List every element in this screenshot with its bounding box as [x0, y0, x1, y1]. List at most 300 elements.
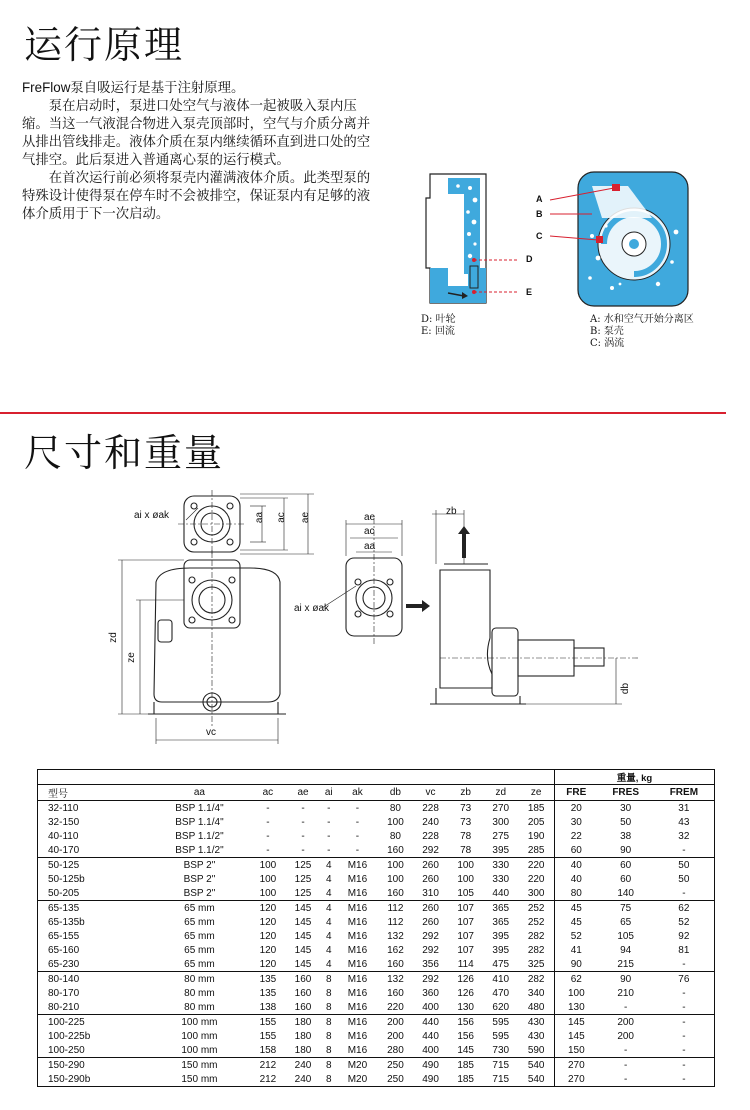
table-row — [38, 829, 715, 843]
table-cell: 65-135b — [48, 916, 85, 928]
table-cell: 120 — [259, 930, 277, 942]
column-header: zd — [483, 785, 518, 801]
table-cell: 540 — [527, 1073, 545, 1085]
table-row — [38, 929, 715, 943]
table-cell: BSP 2" — [149, 886, 251, 901]
table-cell: 270 — [492, 802, 510, 814]
table-cell: 50 — [620, 816, 632, 828]
table-cell: 145 — [294, 930, 312, 942]
dim-ae-mid: ae — [364, 512, 376, 523]
table-cell: - — [682, 1016, 686, 1028]
table-row — [38, 1000, 715, 1015]
table-cell: 4 — [325, 930, 332, 942]
table-cell: 90 — [598, 843, 654, 858]
table-cell: 300 — [492, 816, 510, 828]
label-e: E — [526, 287, 533, 297]
table-cell: 228 — [422, 830, 439, 842]
table-cell: 132 — [387, 973, 404, 985]
dim-zb: zb — [446, 506, 457, 517]
table-cell: 160 — [285, 1000, 320, 1015]
column-header: FRES — [598, 785, 654, 801]
table-cell: - — [654, 843, 715, 858]
table-cell: M16 — [347, 973, 368, 985]
dim-ai-x-oak-mid: ai x øak — [294, 603, 330, 614]
table-row — [38, 872, 715, 886]
table-cell: 220 — [378, 1000, 413, 1015]
table-cell: 32 — [678, 830, 690, 842]
table-cell: 80 mm — [184, 973, 215, 985]
table-cell: - — [327, 802, 331, 814]
table-cell: 180 — [294, 1016, 312, 1028]
table-cell: - — [598, 1043, 654, 1058]
table-cell: 540 — [527, 1059, 545, 1071]
dim-ae-top: ae — [300, 511, 312, 524]
table-cell: M16 — [337, 886, 378, 901]
table-cell: 125 — [294, 859, 312, 871]
table-cell: 50-125 — [48, 859, 80, 871]
table-cell: M16 — [337, 1000, 378, 1015]
table-cell: 100 — [387, 873, 404, 885]
dim-ac-top: ac — [275, 512, 287, 523]
table-cell: 50-125b — [48, 873, 85, 885]
legend-item: B: 泵壳 — [590, 326, 624, 337]
table-cell: - — [266, 816, 270, 828]
table-cell: 50-205 — [38, 886, 149, 901]
table-cell: 112 — [387, 916, 404, 928]
table-cell: 292 — [422, 944, 439, 956]
table-cell: 90 — [554, 957, 597, 972]
table-cell: 100 mm — [181, 1016, 218, 1028]
table-cell: 158 — [250, 1043, 285, 1058]
table-row — [38, 858, 715, 873]
table-cell: M16 — [347, 916, 368, 928]
table-cell: 595 — [492, 1016, 510, 1028]
legend-right — [590, 314, 694, 350]
table-cell: 52 — [554, 929, 597, 943]
table-cell: - — [682, 1073, 686, 1085]
legend-item: A: 水和空气开始分离区 — [590, 314, 694, 325]
table-cell: M20 — [347, 1073, 368, 1085]
table-row — [38, 801, 715, 816]
dim-aa-mid: aa — [364, 541, 376, 552]
table-cell: 252 — [527, 916, 545, 928]
dimensions-table-container — [37, 769, 715, 1087]
table-cell: 240 — [294, 1073, 312, 1085]
table-cell: 125 — [294, 873, 312, 885]
table-cell: M16 — [347, 859, 368, 871]
table-cell: 73 — [460, 802, 472, 814]
table-cell: 220 — [527, 873, 545, 885]
table-cell: 80 mm — [149, 1000, 251, 1015]
table-cell: 20 — [554, 801, 597, 816]
table-cell: M16 — [337, 1043, 378, 1058]
table-cell: 32-110 — [48, 802, 79, 814]
table-cell: 330 — [492, 873, 510, 885]
table-cell: 400 — [413, 1043, 448, 1058]
legend-item: C: 涡流 — [590, 338, 625, 349]
column-header: db — [378, 785, 413, 801]
table-cell: 105 — [448, 886, 483, 901]
table-cell: 240 — [422, 816, 439, 828]
table-cell: 150 mm — [181, 1059, 218, 1071]
table-cell: 138 — [250, 1000, 285, 1015]
table-cell: M16 — [347, 930, 368, 942]
table-cell: 4 — [325, 859, 332, 871]
table-cell: 250 — [387, 1073, 404, 1085]
table-cell: 395 — [492, 944, 510, 956]
table-cell: 45 — [554, 915, 597, 929]
table-cell: 475 — [483, 957, 518, 972]
table-cell: 94 — [620, 944, 632, 956]
table-cell: 410 — [492, 973, 510, 985]
table-cell: 107 — [457, 916, 474, 928]
column-header: FREM — [654, 785, 715, 801]
table-cell: 120 — [259, 944, 277, 956]
legend-left — [421, 314, 456, 338]
table-cell: 80 — [554, 886, 597, 901]
table-row — [38, 915, 715, 929]
table-cell: - — [301, 830, 305, 842]
table-cell: 78 — [460, 830, 472, 842]
table-cell: 65-155 — [48, 930, 80, 942]
table-cell: 105 — [617, 930, 634, 942]
table-cell: - — [654, 886, 715, 901]
table-cell: - — [327, 816, 331, 828]
table-cell: BSP 1.1/4" — [175, 802, 224, 814]
table-cell: 100 — [387, 859, 404, 871]
table-cell: 65 mm — [184, 902, 215, 914]
table-cell: 31 — [678, 802, 690, 814]
table-cell: 280 — [378, 1043, 413, 1058]
table-cell: - — [682, 987, 686, 999]
table-cell: - — [654, 1000, 715, 1015]
table-cell: - — [654, 957, 715, 972]
table-cell: 430 — [527, 1016, 545, 1028]
table-cell: 160 — [378, 957, 413, 972]
table-cell: 330 — [492, 859, 510, 871]
table-cell: 156 — [457, 1016, 474, 1028]
table-cell: 180 — [285, 1043, 320, 1058]
legend-item: D: 叶轮 — [421, 314, 456, 325]
table-cell: 730 — [483, 1043, 518, 1058]
table-cell: 160 — [387, 987, 404, 999]
section-divider — [0, 412, 726, 414]
table-cell: 8 — [325, 987, 332, 999]
table-cell: - — [682, 1059, 686, 1071]
table-cell: 90 — [620, 973, 632, 985]
table-cell: 162 — [387, 944, 404, 956]
table-cell: 126 — [457, 973, 474, 985]
table-cell: 200 — [617, 1030, 634, 1042]
table-cell: 252 — [527, 902, 545, 914]
table-row — [38, 1058, 715, 1073]
table-cell: 130 — [554, 1000, 597, 1015]
table-cell: 590 — [518, 1043, 554, 1058]
table-cell: 41 — [554, 943, 597, 957]
table-cell: 125 — [285, 886, 320, 901]
column-header: ak — [337, 785, 378, 801]
dim-db: db — [620, 682, 632, 695]
table-cell: 76 — [678, 973, 690, 985]
table-cell: 43 — [678, 816, 690, 828]
table-cell: 60 — [620, 859, 632, 871]
table-header-row — [38, 785, 715, 801]
table-cell: 395 — [492, 930, 510, 942]
column-header: zb — [448, 785, 483, 801]
table-cell: BSP 1.1/2" — [175, 830, 224, 842]
table-cell: 4 — [325, 944, 332, 956]
table-cell: 480 — [518, 1000, 554, 1015]
table-cell: 135 — [259, 987, 277, 999]
table-cell: 145 — [285, 957, 320, 972]
table-row — [38, 1043, 715, 1058]
table-cell: 65-230 — [38, 957, 149, 972]
table-cell: 100-225b — [48, 1030, 91, 1042]
table-cell: 145 — [294, 902, 312, 914]
table-cell: 260 — [422, 902, 439, 914]
dim-vc: vc — [206, 727, 216, 738]
table-cell: 114 — [448, 957, 483, 972]
table-cell: 210 — [617, 987, 634, 999]
table-cell: 100 — [457, 873, 474, 885]
table-cell: 100 mm — [181, 1030, 218, 1042]
table-cell: - — [337, 843, 378, 858]
table-cell: 160 — [294, 987, 312, 999]
table-cell: 80-210 — [38, 1000, 149, 1015]
table-cell: 8 — [325, 1030, 332, 1042]
column-header: FRE — [554, 785, 597, 801]
table-cell: 356 — [413, 957, 448, 972]
table-cell: 440 — [422, 1030, 439, 1042]
table-row — [38, 1015, 715, 1030]
table-cell: 145 — [554, 1029, 597, 1043]
table-cell: 65 — [620, 916, 632, 928]
table-cell: 282 — [527, 973, 545, 985]
table-cell: 260 — [422, 873, 439, 885]
table-cell: 8 — [325, 973, 332, 985]
dim-aa-top: aa — [254, 511, 266, 524]
table-cell: 40-170 — [38, 843, 149, 858]
table-cell: 30 — [554, 815, 597, 829]
table-cell: 145 — [448, 1043, 483, 1058]
table-cell: - — [250, 843, 285, 858]
label-d: D — [526, 254, 533, 264]
paragraph-1 — [22, 79, 372, 98]
table-cell: 185 — [527, 802, 545, 814]
table-cell: 156 — [457, 1030, 474, 1042]
table-cell: 107 — [457, 930, 474, 942]
table-cell: 430 — [527, 1030, 545, 1042]
table-cell: BSP 1.1/4" — [175, 816, 224, 828]
table-cell: 490 — [422, 1059, 439, 1071]
table-cell: 715 — [492, 1059, 510, 1071]
table-cell: 80-170 — [48, 987, 80, 999]
table-cell: 65 mm — [149, 957, 251, 972]
column-header: 型号 — [38, 785, 149, 801]
column-header: aa — [149, 785, 251, 801]
table-cell: 440 — [422, 1016, 439, 1028]
table-cell: 40 — [554, 872, 597, 886]
table-cell: 365 — [492, 916, 510, 928]
table-row — [38, 815, 715, 829]
table-cell: 60 — [620, 873, 632, 885]
table-cell: 80-140 — [48, 973, 80, 985]
table-cell: 150 mm — [181, 1073, 218, 1085]
table-cell: 62 — [678, 902, 690, 914]
section-title-operation: 运行原理 — [24, 23, 185, 67]
column-header: ze — [518, 785, 554, 801]
table-cell: 220 — [527, 859, 545, 871]
table-cell: 185 — [457, 1059, 474, 1071]
table-cell: - — [598, 1000, 654, 1015]
column-header: ae — [285, 785, 320, 801]
table-cell: 155 — [259, 1030, 277, 1042]
table-row — [38, 972, 715, 987]
table-cell: M16 — [347, 902, 368, 914]
table-cell: 52 — [678, 916, 690, 928]
table-row — [38, 901, 715, 916]
operation-description — [22, 79, 372, 224]
paragraph-2: 在首次运行前必须将泵壳内灌满液体介质。此类型泵的特殊设计使得泵在停车时不会被排空，保证泵内有足够的液体介质用于下一次启动。 — [22, 171, 371, 222]
table-cell: - — [623, 1059, 628, 1071]
table-cell: - — [266, 802, 270, 814]
table-cell: 150 — [554, 1043, 597, 1058]
table-cell: 38 — [620, 830, 632, 842]
table-cell: 62 — [554, 972, 597, 987]
dimension-drawing — [100, 488, 680, 754]
table-cell: 100-225 — [48, 1016, 85, 1028]
table-cell: 270 — [554, 1058, 597, 1073]
brand-name: FreFlow — [22, 80, 71, 95]
table-cell: - — [355, 816, 360, 828]
table-cell: M16 — [347, 1030, 368, 1042]
table-row — [38, 1029, 715, 1043]
table-row — [38, 886, 715, 901]
column-header: vc — [413, 785, 448, 801]
table-cell: 395 — [483, 843, 518, 858]
table-cell: 212 — [259, 1059, 277, 1071]
dim-zd: zd — [107, 632, 119, 643]
table-cell: 30 — [620, 802, 632, 814]
table-cell: 107 — [457, 902, 474, 914]
legend-item: E: 回流 — [421, 326, 455, 337]
table-cell: 270 — [554, 1072, 597, 1087]
table-cell: 100 — [554, 986, 597, 1000]
table-row — [38, 957, 715, 972]
table-cell: 275 — [492, 830, 510, 842]
table-cell: 292 — [413, 843, 448, 858]
table-cell: 4 — [321, 886, 337, 901]
table-cell: 292 — [422, 973, 439, 985]
table-cell: - — [327, 830, 331, 842]
table-cell: 120 — [259, 916, 277, 928]
table-cell: 4 — [325, 916, 332, 928]
table-cell: 92 — [678, 930, 690, 942]
table-cell: 8 — [325, 1016, 332, 1028]
label-a: A — [536, 194, 543, 204]
table-cell: 340 — [527, 987, 545, 999]
table-cell: 365 — [492, 902, 510, 914]
table-cell: 300 — [518, 886, 554, 901]
table-cell: 40 — [554, 858, 597, 873]
table-cell: M16 — [347, 987, 368, 999]
weight-header: 重量, kg — [554, 770, 714, 785]
label-b: B — [536, 209, 543, 219]
table-cell: 60 — [554, 843, 597, 858]
table-cell: 78 — [448, 843, 483, 858]
section-title-dimensions: 尺寸和重量 — [24, 431, 225, 475]
table-cell: 250 — [387, 1059, 404, 1071]
table-cell: 715 — [492, 1073, 510, 1085]
table-cell: 185 — [457, 1073, 474, 1085]
label-c: C — [536, 231, 543, 241]
table-cell: 190 — [527, 830, 545, 842]
dim-ai-x-oak-top: ai x øak — [134, 510, 170, 521]
table-cell: 100-250 — [38, 1043, 149, 1058]
table-cell: 40-110 — [48, 830, 79, 842]
table-cell: 145 — [294, 916, 312, 928]
table-cell: 228 — [422, 802, 439, 814]
table-cell: 440 — [483, 886, 518, 901]
table-cell: 160 — [378, 886, 413, 901]
table-cell: M16 — [337, 957, 378, 972]
table-cell: - — [654, 1043, 715, 1058]
table-cell: 120 — [250, 957, 285, 972]
table-cell: 65-135 — [48, 902, 80, 914]
table-cell: 100 — [259, 859, 277, 871]
table-cell: BSP 1.1/2" — [149, 843, 251, 858]
table-cell: 120 — [259, 902, 277, 914]
dimensions-table — [37, 769, 715, 1087]
dim-ac-mid: ac — [364, 526, 375, 537]
table-cell: 240 — [294, 1059, 312, 1071]
table-cell: 100 — [259, 873, 277, 885]
table-cell: 65-160 — [48, 944, 80, 956]
table-cell: - — [301, 816, 305, 828]
table-cell: 22 — [554, 829, 597, 843]
table-cell: 150-290 — [48, 1059, 85, 1071]
table-cell: BSP 2" — [183, 859, 216, 871]
table-row — [38, 986, 715, 1000]
column-header: ai — [321, 785, 337, 801]
table-cell: 100 mm — [149, 1043, 251, 1058]
table-cell: 73 — [460, 816, 472, 828]
table-cell: 50 — [678, 859, 690, 871]
table-cell: 8 — [325, 1073, 332, 1085]
table-cell: 282 — [527, 944, 545, 956]
table-cell: - — [355, 802, 360, 814]
table-cell: 400 — [413, 1000, 448, 1015]
table-cell: 620 — [483, 1000, 518, 1015]
table-cell: 150-290b — [48, 1073, 91, 1085]
table-cell: 205 — [527, 816, 545, 828]
table-cell: 282 — [527, 930, 545, 942]
table-cell: 8 — [325, 1059, 332, 1071]
table-cell: 145 — [554, 1015, 597, 1030]
table-cell: 45 — [554, 901, 597, 916]
table-cell: 4 — [325, 873, 332, 885]
table-cell: 360 — [422, 987, 439, 999]
table-cell: 200 — [387, 1016, 404, 1028]
table-cell: 285 — [518, 843, 554, 858]
table-cell: 160 — [294, 973, 312, 985]
table-cell: - — [301, 802, 305, 814]
paragraph-1-lead: 泵自吸运行是基于注射原理。 — [70, 81, 245, 96]
table-cell: 155 — [259, 1016, 277, 1028]
table-cell: 80 — [389, 830, 401, 842]
table-cell: 140 — [598, 886, 654, 901]
table-cell: - — [682, 1030, 686, 1042]
